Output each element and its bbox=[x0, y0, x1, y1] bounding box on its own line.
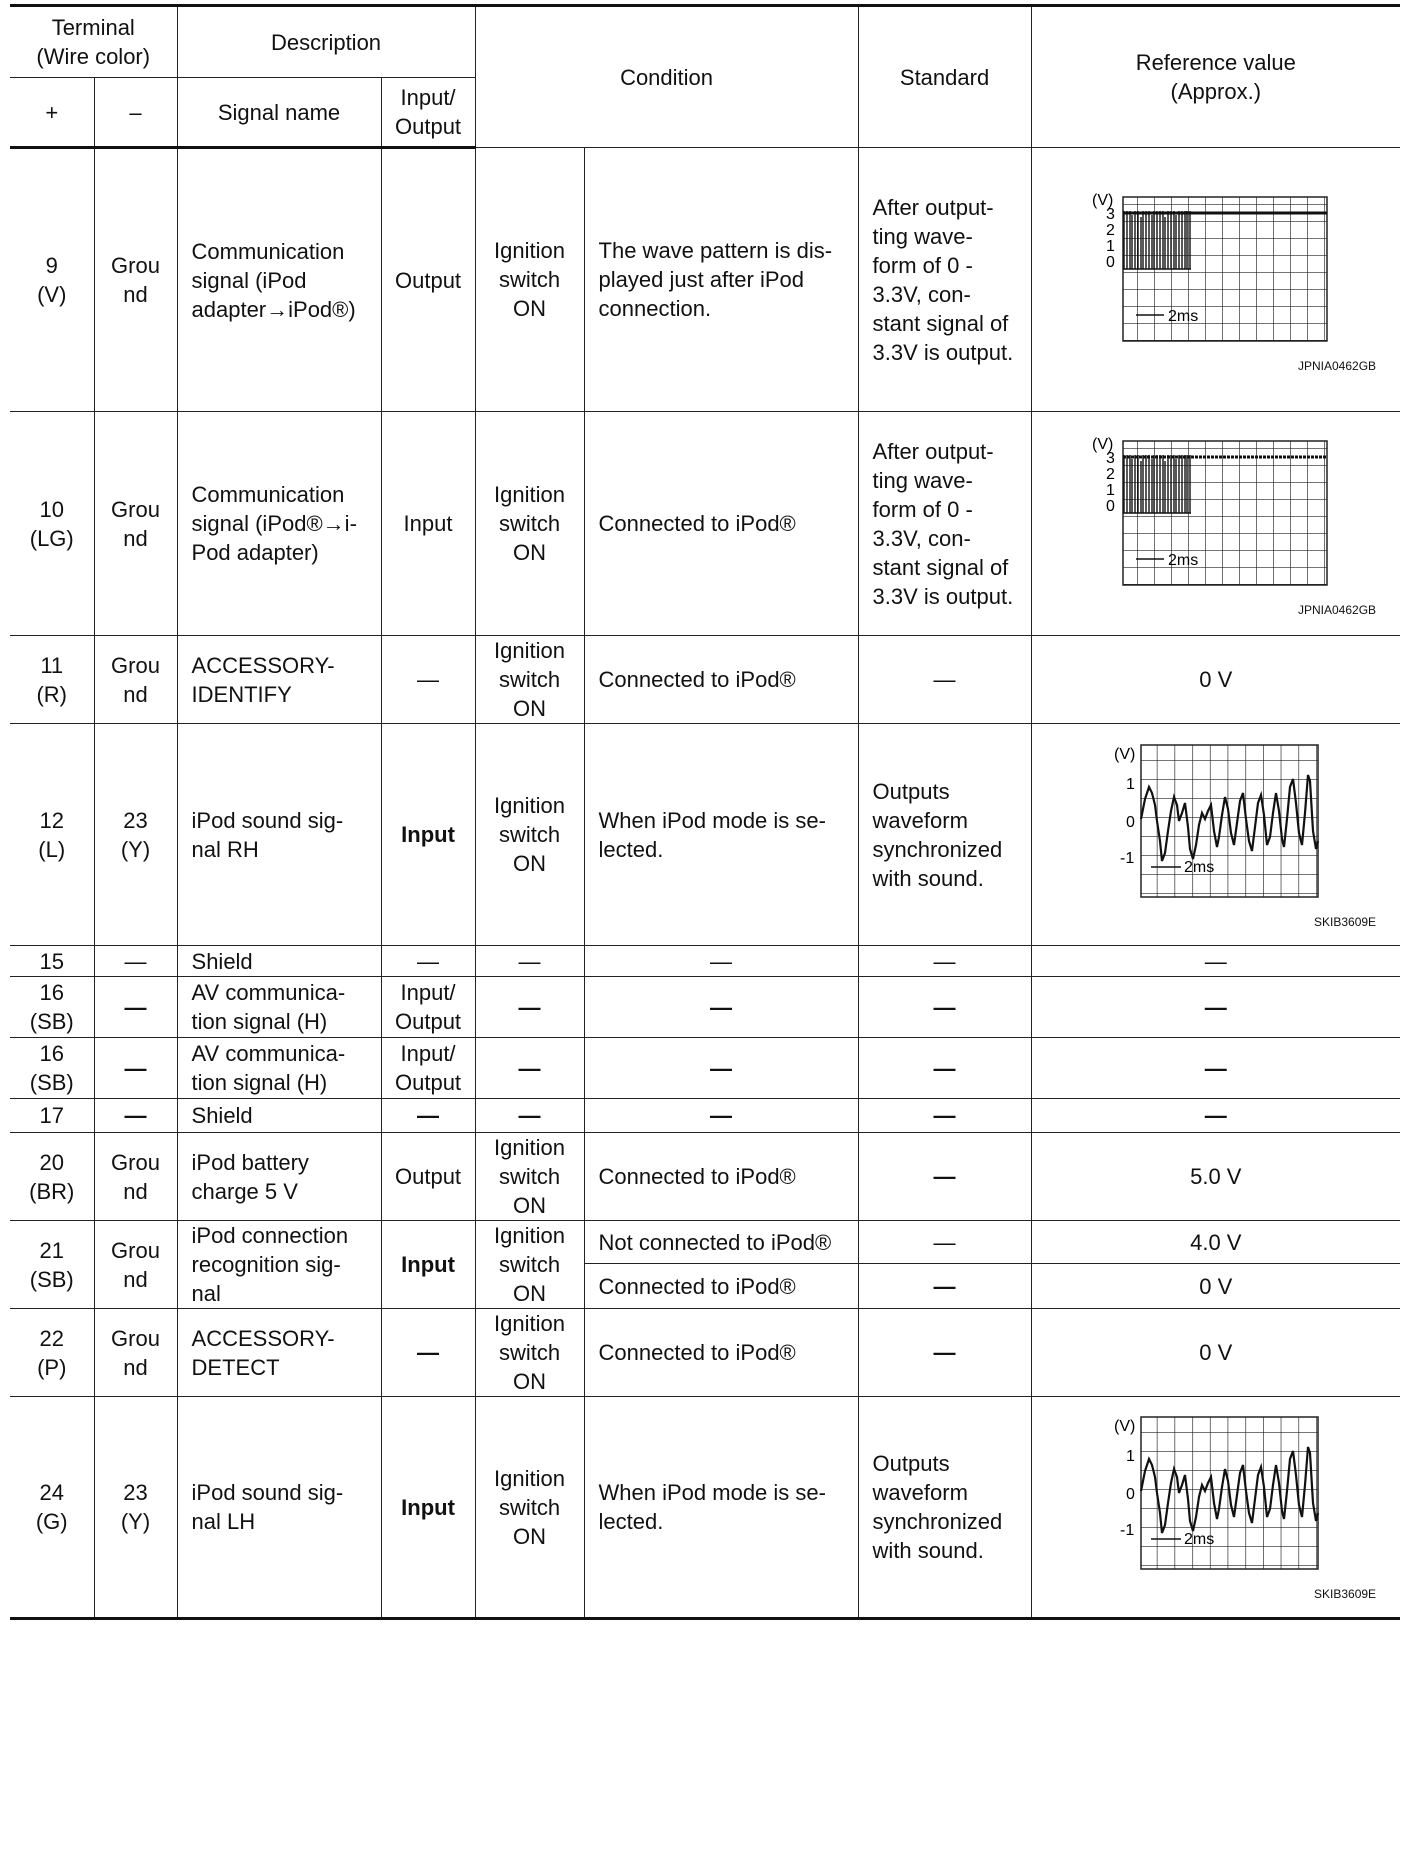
condition-switch: — bbox=[475, 977, 584, 1038]
terminal-number: 24 bbox=[39, 1480, 64, 1505]
input-output: Output bbox=[381, 1133, 475, 1221]
signal-line: nal LH bbox=[191, 1509, 256, 1534]
header-condition: Condition bbox=[475, 6, 858, 148]
terminal-table-sheet bbox=[10, 4, 1400, 1620]
std-line: 3.3V is output. bbox=[872, 583, 1014, 609]
cond-line: Ignition bbox=[494, 638, 565, 663]
input-output: — bbox=[381, 636, 475, 724]
io-line: Output bbox=[395, 1070, 462, 1095]
cond-detail-line: lected. bbox=[598, 1509, 664, 1534]
terminal-plus bbox=[10, 636, 94, 724]
wire-color: (SB) bbox=[29, 1070, 74, 1095]
table-row bbox=[10, 148, 1400, 412]
reference-waveform bbox=[1031, 1397, 1400, 1619]
input-output bbox=[381, 977, 475, 1038]
wire-color: (R) bbox=[36, 681, 68, 707]
reference-value: 4.0 V bbox=[1031, 1221, 1400, 1264]
standard: — bbox=[858, 1221, 1031, 1264]
terminal-number: 10 bbox=[39, 496, 64, 522]
y-label: 1 bbox=[1105, 237, 1115, 255]
header-reference-label: Reference value bbox=[1135, 50, 1296, 75]
time-label: 2ms bbox=[1167, 551, 1199, 569]
condition-detail: Connected to iPod® bbox=[584, 1264, 858, 1309]
terminal-minus: — bbox=[94, 1099, 177, 1133]
condition-detail: Connected to iPod® bbox=[584, 1309, 858, 1397]
std-line: 3.3V, con- bbox=[872, 281, 971, 307]
io-line: Input/ bbox=[400, 1041, 456, 1066]
std-line: waveform bbox=[872, 1480, 968, 1505]
table-row bbox=[10, 1099, 1400, 1133]
cond-line: ON bbox=[513, 851, 547, 876]
std-line: After output- bbox=[872, 194, 994, 220]
std-line: stant signal of bbox=[872, 310, 1009, 336]
condition-switch bbox=[475, 1221, 584, 1309]
terminal-minus: — bbox=[94, 946, 177, 977]
input-output: — bbox=[381, 1099, 475, 1133]
cond-line: switch bbox=[498, 1164, 561, 1189]
std-line: synchronized bbox=[872, 836, 1003, 862]
standard: — bbox=[858, 977, 1031, 1038]
terminal-plus bbox=[10, 1397, 94, 1619]
signal-name bbox=[177, 724, 381, 946]
signal-line: recognition sig- bbox=[191, 1252, 341, 1277]
terminal-plus bbox=[10, 148, 94, 412]
cond-line: ON bbox=[513, 296, 547, 321]
condition-switch: — bbox=[475, 946, 584, 977]
signal-name bbox=[177, 148, 381, 412]
terminal-number: 22 bbox=[39, 1325, 64, 1351]
condition-detail: Connected to iPod® bbox=[584, 1133, 858, 1221]
ground-label-1: Grou bbox=[111, 1237, 160, 1263]
standard bbox=[858, 724, 1031, 946]
standard: — bbox=[858, 1309, 1031, 1397]
y-label: 1 bbox=[1125, 1448, 1135, 1465]
time-label: 2ms bbox=[1183, 1531, 1215, 1548]
condition-detail bbox=[584, 724, 858, 946]
cond-line: ON bbox=[513, 1369, 547, 1394]
cond-detail-line: The wave pattern is dis- bbox=[598, 238, 833, 263]
std-line: form of 0 - bbox=[872, 496, 973, 522]
header-input-output-line-2: Output bbox=[395, 114, 462, 139]
time-label: 2ms bbox=[1167, 307, 1199, 325]
cond-detail-line: When iPod mode is se- bbox=[598, 807, 826, 833]
wire-color: (LG) bbox=[29, 525, 74, 551]
terminal-number: 20 bbox=[39, 1149, 64, 1175]
table-row bbox=[10, 946, 1400, 977]
terminal-plus bbox=[10, 1133, 94, 1221]
cond-line: switch bbox=[498, 511, 561, 536]
terminal-plus: 17 bbox=[10, 1099, 94, 1133]
terminal-minus bbox=[94, 1133, 177, 1221]
reference-value: — bbox=[1031, 1038, 1400, 1099]
ground-label-2: nd bbox=[123, 282, 148, 307]
std-line: 3.3V, con- bbox=[872, 525, 971, 551]
header-plus: + bbox=[10, 78, 94, 148]
standard: — bbox=[858, 1133, 1031, 1221]
cond-line: switch bbox=[498, 822, 561, 847]
io-line: Output bbox=[395, 1009, 462, 1034]
terminal-number: 16 bbox=[39, 980, 64, 1005]
signal-line: iPod sound sig- bbox=[191, 807, 344, 833]
std-line: waveform bbox=[872, 807, 968, 833]
figure-code: SKIB3609E bbox=[1314, 1587, 1377, 1601]
cond-line: Ignition bbox=[494, 482, 565, 507]
signal-line: DETECT bbox=[191, 1354, 280, 1380]
figure-code: JPNIA0462GB bbox=[1298, 602, 1377, 617]
std-line: with sound. bbox=[872, 1538, 984, 1563]
condition-switch bbox=[475, 412, 584, 636]
ground-label-1: Grou bbox=[111, 1325, 160, 1351]
terminal-number: 12 bbox=[39, 807, 64, 833]
terminal-minus bbox=[94, 724, 177, 946]
unit-label: (V) bbox=[1091, 191, 1114, 209]
terminal-reference-table bbox=[10, 4, 1400, 1620]
cond-line: switch bbox=[498, 1252, 561, 1277]
y-label: -1 bbox=[1119, 1522, 1135, 1539]
terminal-minus bbox=[94, 1397, 177, 1619]
terminal-plus: 15 bbox=[10, 946, 94, 977]
header-description: Description bbox=[177, 6, 475, 78]
reference-value: — bbox=[1031, 977, 1400, 1038]
signal-line: tion signal (H) bbox=[191, 1070, 328, 1095]
y-label: 2 bbox=[1105, 221, 1115, 239]
condition-switch: — bbox=[475, 1099, 584, 1133]
sound-wave-chart bbox=[1086, 741, 1346, 913]
input-output: Input bbox=[381, 412, 475, 636]
ground-label-2: nd bbox=[123, 1354, 148, 1380]
header-row-1 bbox=[10, 6, 1400, 78]
figure-code: SKIB3609E bbox=[1314, 914, 1377, 929]
cond-line: Ignition bbox=[494, 1311, 565, 1336]
cond-line: switch bbox=[498, 267, 561, 292]
header-approx-label: (Approx.) bbox=[1170, 79, 1262, 104]
table-row bbox=[10, 1221, 1400, 1264]
signal-name: Shield bbox=[177, 946, 381, 977]
ground-label-2: nd bbox=[123, 681, 148, 707]
cond-line: Ignition bbox=[494, 1223, 565, 1248]
header-standard: Standard bbox=[858, 6, 1031, 148]
std-line: form of 0 - bbox=[872, 252, 973, 278]
condition-switch bbox=[475, 1133, 584, 1221]
header-signal-name: Signal name bbox=[177, 78, 381, 148]
y-label: 2 bbox=[1105, 465, 1115, 483]
signal-line: signal (iPod®→i- bbox=[191, 511, 357, 536]
signal-name bbox=[177, 636, 381, 724]
table-row bbox=[10, 1038, 1400, 1099]
signal-line: nal RH bbox=[191, 836, 259, 862]
standard: — bbox=[858, 1038, 1031, 1099]
input-output: Input bbox=[381, 1221, 475, 1309]
unit-label: (V) bbox=[1091, 435, 1114, 453]
ground-label-2: nd bbox=[123, 1178, 148, 1204]
standard bbox=[858, 1397, 1031, 1619]
std-line: ting wave- bbox=[872, 223, 973, 249]
square-wave-chart bbox=[1086, 187, 1346, 357]
figure-code: JPNIA0462GB bbox=[1298, 358, 1377, 373]
terminal-plus bbox=[10, 977, 94, 1038]
std-line: ting wave- bbox=[872, 467, 973, 493]
input-output: — bbox=[381, 946, 475, 977]
condition-detail bbox=[584, 148, 858, 412]
wire-color: (SB) bbox=[29, 1009, 74, 1034]
wire-color: (P) bbox=[37, 1354, 67, 1380]
input-output: — bbox=[381, 1309, 475, 1397]
cond-line: switch bbox=[498, 1494, 561, 1520]
condition-switch: — bbox=[475, 1038, 584, 1099]
terminal-minus: — bbox=[94, 1038, 177, 1099]
ground-label-2: nd bbox=[123, 1266, 148, 1292]
signal-line: Communication bbox=[191, 482, 345, 507]
input-output: Output bbox=[381, 148, 475, 412]
standard bbox=[858, 412, 1031, 636]
std-line: synchronized bbox=[872, 1509, 1003, 1534]
y-label: 0 bbox=[1105, 253, 1115, 271]
input-output: Input bbox=[381, 724, 475, 946]
io-line: Input/ bbox=[400, 980, 456, 1005]
signal-line: IDENTIFY bbox=[191, 681, 292, 707]
input-output: Input bbox=[381, 1397, 475, 1619]
ground-label-1: Grou bbox=[111, 652, 160, 678]
y-label: 0 bbox=[1125, 1486, 1135, 1503]
terminal-plus bbox=[10, 1221, 94, 1309]
terminal-minus: — bbox=[94, 977, 177, 1038]
signal-line: AV communica- bbox=[191, 1041, 346, 1066]
signal-line: Communication bbox=[191, 238, 345, 264]
wire-color: (BR) bbox=[29, 1178, 75, 1204]
cond-line: switch bbox=[498, 1340, 561, 1365]
wire-color: (L) bbox=[38, 836, 66, 862]
standard bbox=[858, 148, 1031, 412]
cond-line: Ignition bbox=[494, 793, 565, 818]
table-row bbox=[10, 724, 1400, 946]
cond-detail-line: When iPod mode is se- bbox=[598, 1480, 826, 1505]
terminal-plus bbox=[10, 1309, 94, 1397]
table-row bbox=[10, 636, 1400, 724]
y-label: 1 bbox=[1105, 481, 1115, 499]
condition-detail: Connected to iPod® bbox=[584, 636, 858, 724]
cond-detail-line: played just after iPod bbox=[598, 267, 804, 292]
terminal-number: 16 bbox=[39, 1041, 64, 1066]
signal-line: charge 5 V bbox=[191, 1178, 298, 1204]
unit-label: (V) bbox=[1113, 1418, 1136, 1435]
header-terminal bbox=[10, 6, 177, 78]
square-wave-chart bbox=[1086, 431, 1346, 601]
signal-name bbox=[177, 1133, 381, 1221]
table-row bbox=[10, 977, 1400, 1038]
condition-switch bbox=[475, 148, 584, 412]
cond-detail-line: connection. bbox=[598, 296, 712, 321]
sound-wave-chart bbox=[1086, 1413, 1346, 1585]
wire-color: (V) bbox=[37, 282, 67, 307]
signal-name bbox=[177, 977, 381, 1038]
cond-line: switch bbox=[498, 667, 561, 692]
table-row bbox=[10, 1309, 1400, 1397]
table-row bbox=[10, 1397, 1400, 1619]
signal-name bbox=[177, 412, 381, 636]
terminal-minus bbox=[94, 1221, 177, 1309]
y-label: 1 bbox=[1125, 775, 1135, 793]
cond-line: ON bbox=[513, 1281, 547, 1306]
header-terminal-label: Terminal bbox=[51, 15, 135, 40]
ground-label-2: nd bbox=[123, 525, 148, 551]
condition-switch bbox=[475, 724, 584, 946]
terminal-number: 11 bbox=[40, 652, 64, 678]
signal-name bbox=[177, 1309, 381, 1397]
signal-name bbox=[177, 1221, 381, 1309]
signal-line: iPod sound sig- bbox=[191, 1480, 344, 1505]
terminal-number: 21 bbox=[39, 1237, 64, 1263]
terminal-number: 9 bbox=[45, 253, 58, 278]
unit-label: (V) bbox=[1113, 745, 1136, 763]
signal-line: adapter→iPod®) bbox=[191, 296, 356, 322]
header-wire-color-label: (Wire color) bbox=[36, 44, 151, 69]
condition-switch bbox=[475, 1309, 584, 1397]
header-reference bbox=[1031, 6, 1400, 148]
standard: — bbox=[858, 1264, 1031, 1309]
condition-detail: — bbox=[584, 1038, 858, 1099]
terminal-plus bbox=[10, 1038, 94, 1099]
y-label: 3 bbox=[1105, 449, 1115, 467]
input-output bbox=[381, 1038, 475, 1099]
condition-detail: Connected to iPod® bbox=[584, 412, 858, 636]
condition-detail: — bbox=[584, 977, 858, 1038]
signal-line: tion signal (H) bbox=[191, 1009, 328, 1034]
signal-name: Shield bbox=[177, 1099, 381, 1133]
condition-switch bbox=[475, 1397, 584, 1619]
condition-detail: — bbox=[584, 946, 858, 977]
y-label: 0 bbox=[1125, 813, 1135, 831]
terminal-plus bbox=[10, 412, 94, 636]
y-label: -1 bbox=[1119, 849, 1135, 867]
cond-line: Ignition bbox=[494, 1465, 565, 1491]
condition-detail bbox=[584, 1397, 858, 1619]
condition-detail: — bbox=[584, 1099, 858, 1133]
terminal-minus bbox=[94, 636, 177, 724]
signal-line: AV communica- bbox=[191, 980, 346, 1005]
signal-line: nal bbox=[191, 1281, 221, 1306]
standard: — bbox=[858, 1099, 1031, 1133]
standard: — bbox=[858, 946, 1031, 977]
cond-line: ON bbox=[513, 540, 547, 565]
reference-value: — bbox=[1031, 946, 1400, 977]
table-row bbox=[10, 412, 1400, 636]
terminal-plus bbox=[10, 724, 94, 946]
reference-waveform bbox=[1031, 724, 1400, 946]
cond-line: Ignition bbox=[494, 1135, 565, 1160]
minus-wire-color: (Y) bbox=[120, 836, 151, 862]
std-line: After output- bbox=[872, 438, 994, 464]
terminal-minus bbox=[94, 148, 177, 412]
wire-color: (G) bbox=[35, 1509, 68, 1534]
signal-name bbox=[177, 1038, 381, 1099]
header-input-output-line-1: Input/ bbox=[400, 85, 456, 110]
y-label: 3 bbox=[1105, 205, 1115, 223]
ground-label-1: Grou bbox=[111, 253, 160, 278]
terminal-minus bbox=[94, 412, 177, 636]
minus-terminal-number: 23 bbox=[123, 807, 148, 833]
minus-terminal-number: 23 bbox=[123, 1480, 148, 1505]
time-label: 2ms bbox=[1183, 858, 1215, 876]
signal-name bbox=[177, 1397, 381, 1619]
cond-line: ON bbox=[513, 696, 547, 721]
reference-value: 0 V bbox=[1031, 1264, 1400, 1309]
wire-color: (SB) bbox=[29, 1266, 74, 1292]
std-line: Outputs bbox=[872, 778, 950, 804]
std-line: stant signal of bbox=[872, 554, 1009, 580]
y-label: 0 bbox=[1105, 497, 1115, 515]
std-line: 3.3V is output. bbox=[872, 339, 1014, 365]
signal-line: Pod adapter) bbox=[191, 540, 319, 565]
signal-line: ACCESSORY- bbox=[191, 1325, 335, 1351]
standard: — bbox=[858, 636, 1031, 724]
condition-switch bbox=[475, 636, 584, 724]
reference-waveform bbox=[1031, 412, 1400, 636]
reference-value: — bbox=[1031, 1099, 1400, 1133]
table-row bbox=[10, 1133, 1400, 1221]
signal-line: signal (iPod bbox=[191, 267, 307, 293]
std-line: Outputs bbox=[872, 1451, 950, 1476]
cond-line: ON bbox=[513, 1523, 547, 1549]
condition-detail: Not connected to iPod® bbox=[584, 1221, 858, 1264]
cond-detail-line: lected. bbox=[598, 836, 664, 862]
signal-line: iPod connection bbox=[191, 1223, 349, 1248]
cond-line: Ignition bbox=[494, 238, 565, 263]
std-line: with sound. bbox=[872, 865, 984, 891]
header-minus: – bbox=[94, 78, 177, 148]
ground-label-1: Grou bbox=[111, 1149, 160, 1175]
cond-line: ON bbox=[513, 1193, 547, 1218]
reference-waveform bbox=[1031, 148, 1400, 412]
ground-label-1: Grou bbox=[111, 496, 160, 522]
reference-value: 5.0 V bbox=[1031, 1133, 1400, 1221]
terminal-minus bbox=[94, 1309, 177, 1397]
header-input-output bbox=[381, 78, 475, 148]
reference-value: 0 V bbox=[1031, 636, 1400, 724]
signal-line: iPod battery bbox=[191, 1149, 309, 1175]
minus-wire-color: (Y) bbox=[120, 1509, 151, 1534]
signal-line: ACCESSORY- bbox=[191, 652, 335, 678]
reference-value: 0 V bbox=[1031, 1309, 1400, 1397]
